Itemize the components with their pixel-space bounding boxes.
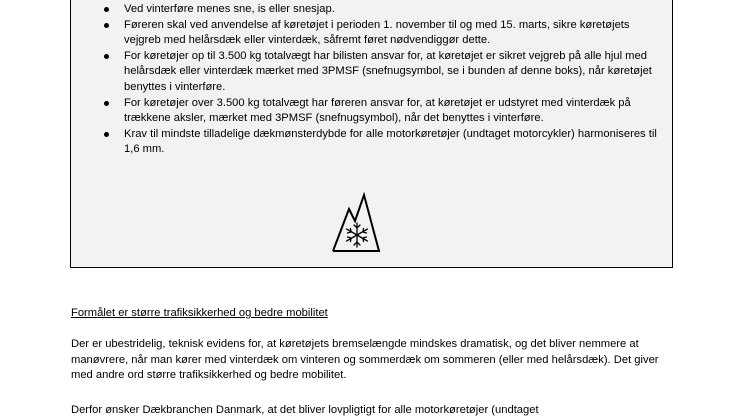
rules-list <box>104 2 664 158</box>
section-heading: Formålet er større trafiksikkerhed og bedre mobilitet <box>71 307 328 319</box>
3pmsf-mountain-snowflake-icon <box>331 189 381 255</box>
list-item: Føreren skal ved anvendelse af køretøjet i perioden 1. november til og med 15. marts, sikre køretøjets vejgreb med helårsdæk eller vinterdæk, såfremt føret nødvendiggør dette. <box>104 18 664 49</box>
list-item: For køretøjer op til 3.500 kg totalvægt har bilisten ansvar for, at køretøjet er sikret vejgreb på alle hjul med helårsdæk eller vinterdæk mærket med 3PMSF (snefnugsymbol, se i bunden af denne boks), når køretøjet benyttes i vinterføre. <box>104 49 664 96</box>
paragraph: Derfor ønsker Dækbranchen Danmark, at det bliver lovpligtigt for alle motorkøretøjer (undtaget <box>71 404 539 416</box>
list-item: Ved vinterføre menes sne, is eller snesjap. <box>104 2 664 18</box>
paragraph: Der er ubestridelig, teknisk evidens for, at køretøjets bremselængde mindskes dramatisk, og det bliver nemmere at manøvrere, når man kører med vinterdæk om vinteren og sommerdæk om sommeren (eller med helårsdæk). Det giver med andre ord større trafiksikkerhed og bedre mobilitet. <box>71 338 659 382</box>
list-item: For køretøjer over 3.500 kg totalvægt har føreren ansvar for, at køretøjet er udstyret med vinterdæk på trækkene aksler, mærket med 3PMSF (snefnugsymbol), når det benyttes i vinterføre. <box>104 96 664 127</box>
info-box <box>70 0 673 268</box>
list-item: Krav til mindste tilladelige dækmønsterdybde for alle motorkøretøjer (undtaget motorcykler) harmoniseres til 1,6 mm. <box>104 127 664 158</box>
